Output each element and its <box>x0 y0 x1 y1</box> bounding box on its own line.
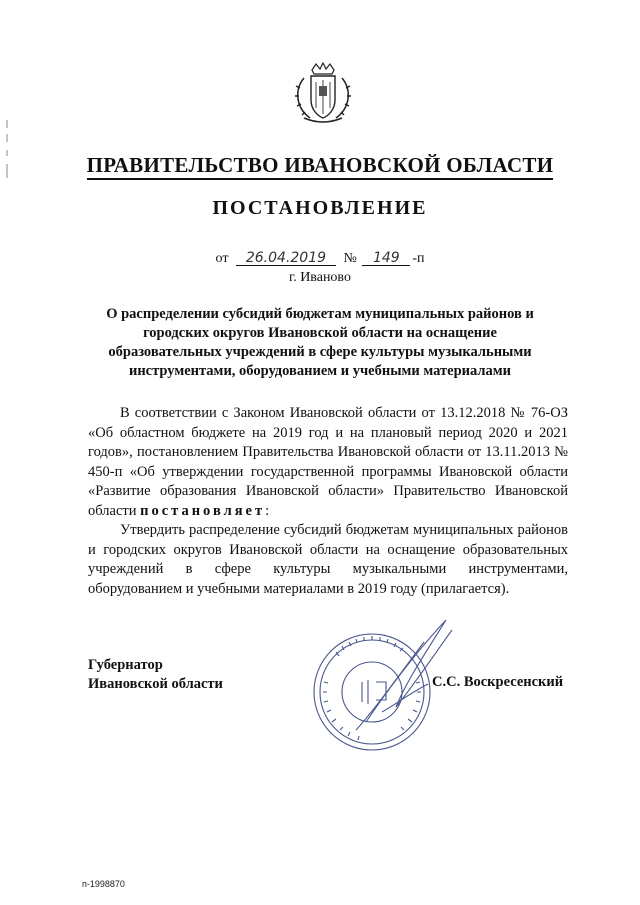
city: г. Иваново <box>289 270 351 285</box>
paragraph-resolution: Утвердить распределение субсидий бюджетам муниципальных районов и городских округов Ивановской области на оснащение образовательных учреждений в сфере культуры музыкальными инструментами, оборудованием и учебными материалами в 2019 году (прилагается). <box>88 522 568 597</box>
date-value: 26.04.2019 <box>236 251 336 266</box>
paragraph-preamble: В соответствии с Законом Ивановской области от 13.12.2018 № 76-ОЗ «Об областном бюджете на 2019 год и на плановый период 2020 и 2021 годов», постановлением Правительства Ивановской области от 13.11.2013 № 450-п «Об утверждении государственной программы Ивановской области «Развитие образования Ивановской области» Правительство Ивановской области постановляет: <box>88 405 568 519</box>
number-suffix: -п <box>412 251 425 266</box>
date-prefix: от <box>215 251 229 266</box>
coat-of-arms-icon <box>290 62 356 128</box>
signatory-position: Губернатор Ивановской области <box>88 657 223 692</box>
document-type: ПОСТАНОВЛЕНИЕ <box>212 197 428 219</box>
document-subject: О распределении субсидий бюджетам муниципальных районов и городских округов Ивановской области на оснащение образовательных учреждений в сфере культуры музыкальными инструментами, оборудованием и учебными материалами <box>106 306 534 379</box>
document-id: п-1998870 <box>82 879 125 889</box>
resolution-keyword: постановляет <box>140 502 266 519</box>
number-prefix: № <box>343 251 357 266</box>
signatory-name: С.С. Воскресенский <box>432 674 564 690</box>
document-body <box>88 404 568 599</box>
document-number-line <box>0 251 640 267</box>
number-value: 149 <box>362 251 410 266</box>
government-title: ПРАВИТЕЛЬСТВО ИВАНОВСКОЙ ОБЛАСТИ <box>0 153 640 178</box>
